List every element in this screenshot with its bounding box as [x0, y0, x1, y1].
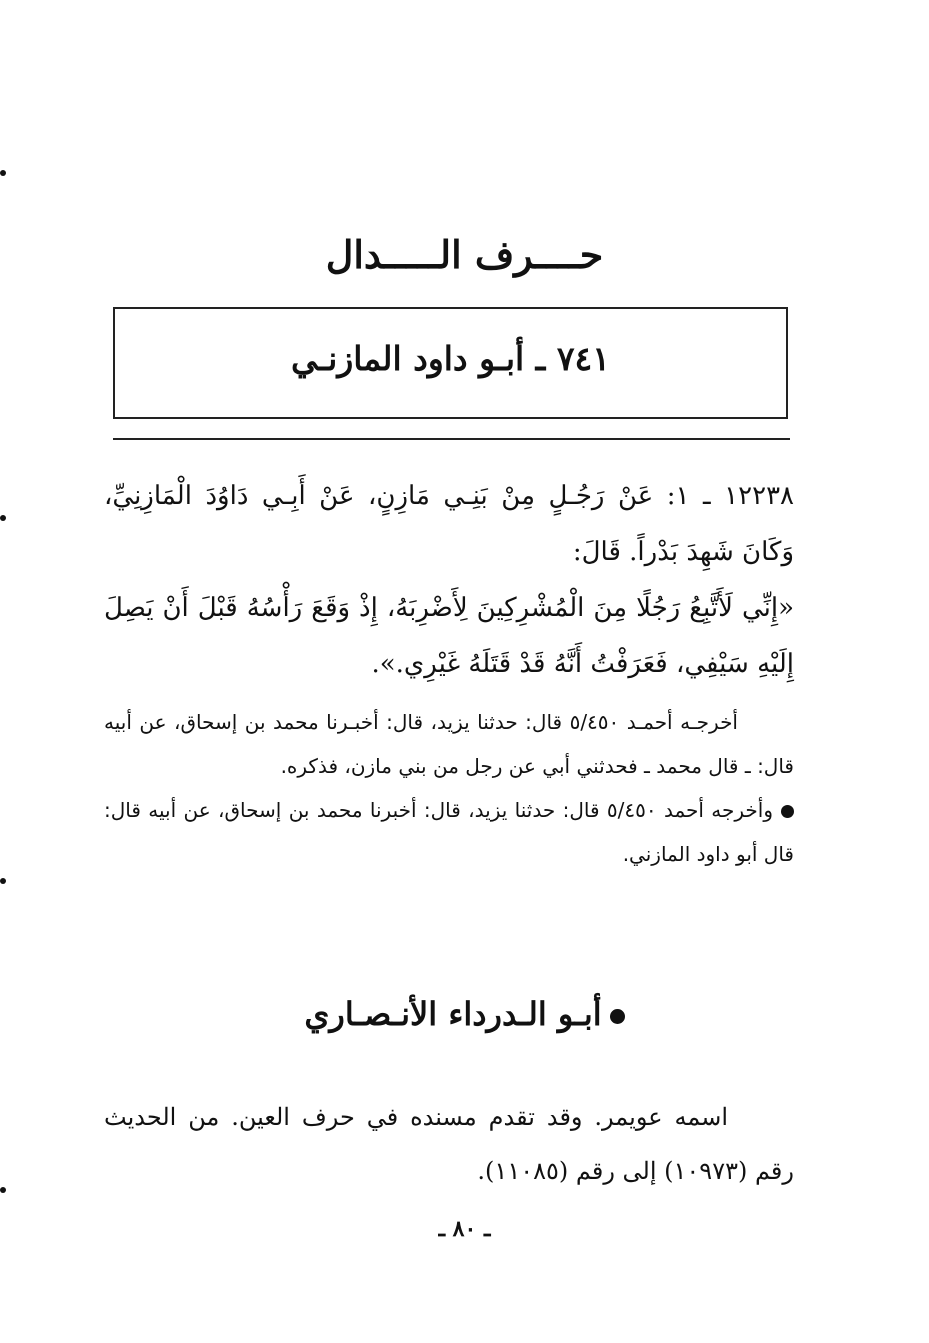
section-title: ٧٤١ ـ أبـو داود المازنـي [290, 339, 611, 378]
hadith-block [104, 468, 794, 692]
takhrij-paragraph-1: أخرجـه أحمـد ٥/٤٥٠ قال: حدثنا يزيد، قال: أخبـرنا محمد بن إسحاق، عن أبيه قال: ـ قال محمد ـ فحدثني أبي عن رجل من بني مازن، فذكره. [104, 710, 794, 778]
takhrij-paragraph-2 [104, 788, 794, 876]
takhrij-paragraph-2-text: وأخرجه أحمد ٥/٤٥٠ قال: حدثنا يزيد، قال: أخبرنا محمد بن إسحاق، عن أبيه قال: قال أبو داود المازني. [104, 798, 794, 866]
bullet-icon [781, 805, 794, 818]
page-number: ـ ٨٠ ـ [438, 1216, 491, 1242]
chapter-title: حــــرف الـــــدال [325, 232, 604, 277]
section-title-box [113, 307, 788, 419]
scan-mark [0, 878, 6, 884]
intro-block [104, 1090, 794, 1198]
scan-mark [0, 515, 6, 521]
bullet-icon [610, 1009, 625, 1024]
takhrij-block [104, 700, 794, 876]
hadith-text: ١٢٢٣٨ ـ ١: عَنْ رَجُـلٍ مِنْ بَنِـي مَازِنٍ، عَنْ أَبِـي دَاوُدَ الْمَازِنِيِّ، وَكَانَ شَهِدَ بَدْراً. قَالَ: [104, 481, 794, 567]
scan-mark [0, 170, 6, 176]
hadith-quote: «إِنِّي لَأَتَّبِعُ رَجُلًا مِنَ الْمُشْرِكِينَ لِأَضْرِبَهُ، إِذْ وَقَعَ رَأْسُهُ قَبْلَ أَنْ يَصِلَ إِلَيْهِ سَيْفِي، فَعَرَفْتُ أَنَّهُ قَدْ قَتَلَهُ غَيْرِي.». [104, 593, 794, 679]
subheading-text: أبـو الـدرداء الأنـصـاري [304, 995, 602, 1033]
intro-text: اسمه عويمر. وقد تقدم مسنده في حرف العين. من الحديث رقم (١٠٩٧٣) إلى رقم (١١٠٨٥). [104, 1103, 794, 1185]
subheading [0, 995, 929, 1033]
scan-mark [0, 1187, 6, 1193]
divider-line [113, 438, 790, 440]
